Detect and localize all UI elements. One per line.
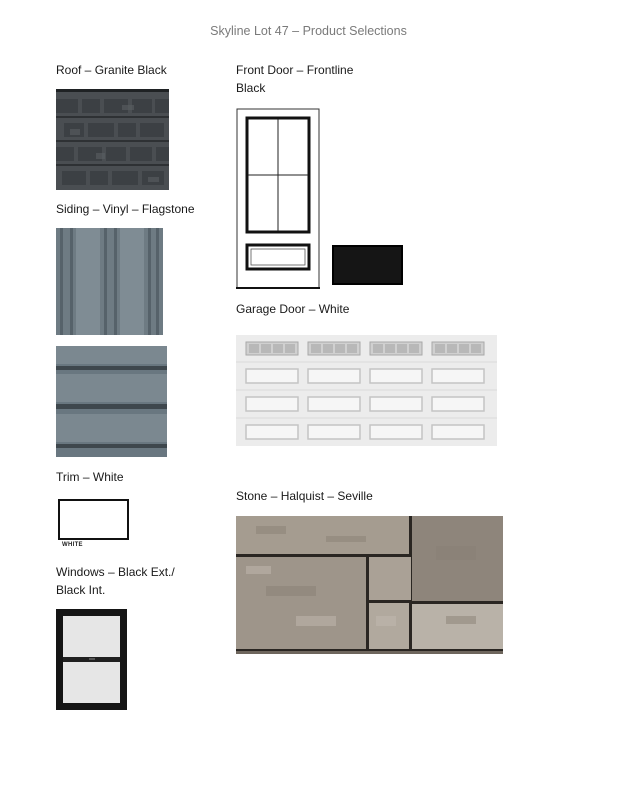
window-swatch-image: [56, 609, 127, 710]
siding-vertical-swatch-image: [56, 228, 163, 335]
garage-door-label: Garage Door – White: [236, 302, 350, 316]
trim-swatch: [58, 499, 129, 540]
front-door-label-line2: Black: [236, 81, 266, 95]
trim-label: Trim – White: [56, 470, 124, 484]
stone-swatch-image: [236, 516, 503, 654]
front-door-color-swatch: [332, 245, 403, 285]
siding-horizontal-swatch-image: [56, 346, 167, 457]
page-title: Skyline Lot 47 – Product Selections: [210, 24, 407, 38]
trim-swatch-caption: WHITE: [62, 542, 83, 548]
windows-label-line2: Black Int.: [56, 583, 106, 597]
roof-swatch-image: [56, 89, 169, 190]
roof-label: Roof – Granite Black: [56, 63, 167, 77]
stone-label: Stone – Halquist – Seville: [236, 489, 373, 503]
front-door-label-line1: Front Door – Frontline: [236, 63, 354, 77]
windows-label-line1: Windows – Black Ext./: [56, 565, 175, 579]
garage-door-image: [236, 335, 497, 446]
front-door-drawing: [236, 108, 320, 289]
siding-label: Siding – Vinyl – Flagstone: [56, 202, 195, 216]
